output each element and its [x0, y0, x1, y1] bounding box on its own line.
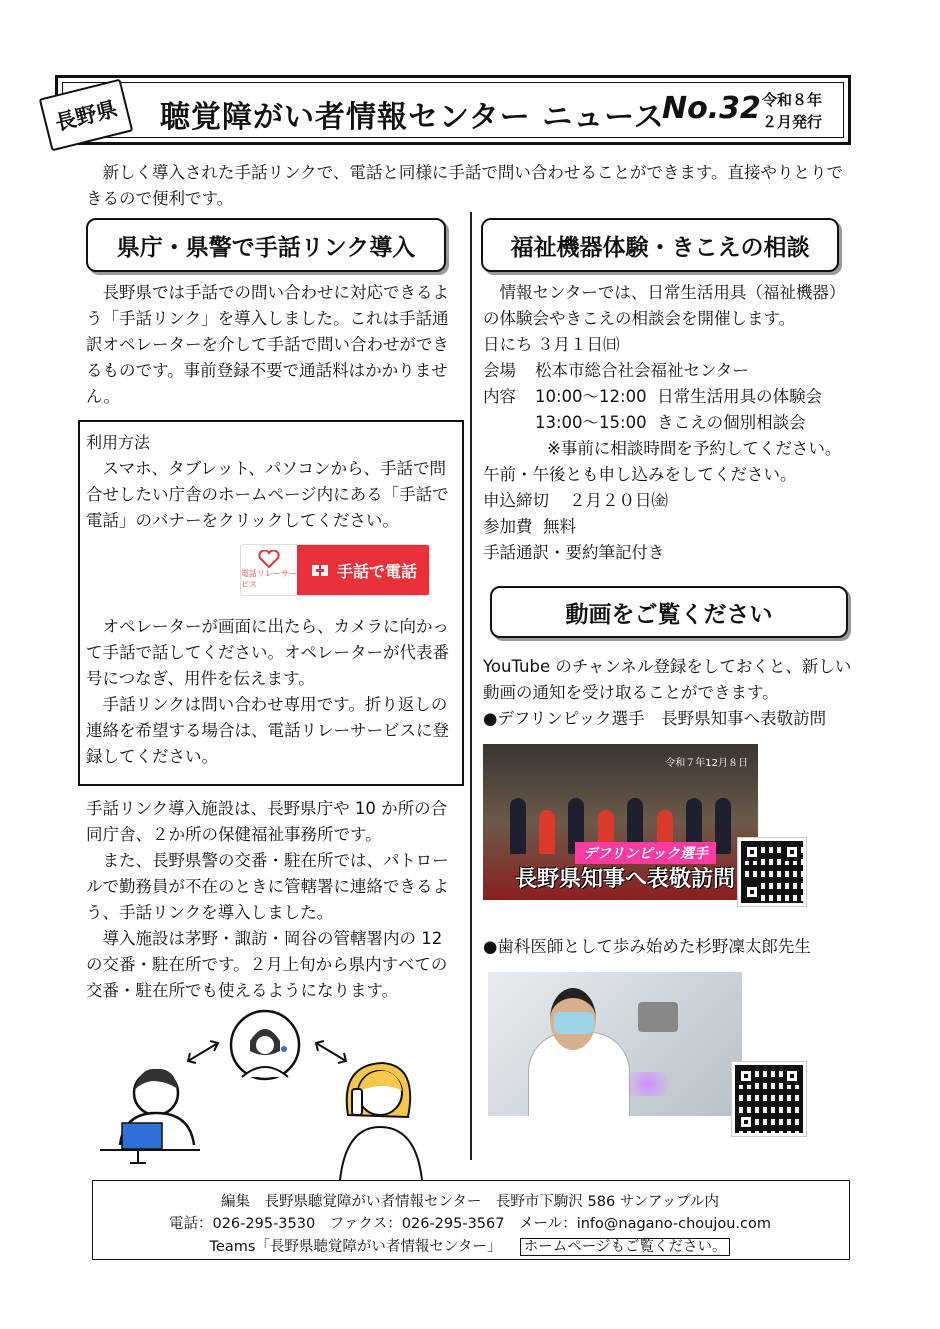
- footer-teams: Teams「長野県聴覚障がい者情報センター」: [209, 1239, 502, 1255]
- sign-phone-banner[interactable]: [240, 544, 430, 596]
- sign-link-illustration: [100, 1005, 430, 1180]
- event-deadline-value: ２月２０日㈮: [569, 491, 668, 510]
- event-content-row-1: [483, 384, 863, 410]
- event-content-row-2: [483, 410, 863, 436]
- video1-title: ●デフリンピック選手 長野県知事へ表敬訪問: [483, 709, 827, 728]
- event-apply-row: [483, 462, 863, 488]
- police-intro: また、長野県警の交番・駐在所では、パトロールで勤務員が不在のときに管轄署に連絡できるよう、手話リンクを導入しました。: [86, 851, 449, 922]
- banner-label: 手話で電話: [336, 561, 417, 581]
- event-date-label: 日にち: [483, 335, 533, 354]
- usage-step-operator: オペレーターが画面に出たら、カメラに向かって手話で話してください。オペレーターが代表番号につなぎ、用件を伝えます。: [86, 617, 449, 688]
- qr-finder-icon: [743, 883, 761, 901]
- event-date-row: [483, 332, 863, 358]
- phone-handset-icon: [309, 562, 331, 578]
- section-heading-sign-link: 県庁・県警で手話リンク導入: [86, 218, 446, 272]
- footer-teams-row: [0, 1235, 940, 1256]
- qr-code-video2[interactable]: [732, 1062, 806, 1136]
- event-support-row: [483, 540, 863, 566]
- heart-hands-icon: [258, 550, 280, 568]
- issue-year: 令和８年: [762, 91, 823, 109]
- facilities-list: 手話リンク導入施設は、長野県庁や 10 か所の合同庁舎、２か所の保健福祉事務所です。: [86, 799, 448, 844]
- user-laptop-icon: [100, 1069, 200, 1163]
- caller-woman-icon: [340, 1063, 422, 1180]
- video1-date: 令和７年12月８日: [665, 758, 748, 769]
- event-fee-row: [483, 514, 863, 540]
- event-content-1: 10:00～12:00 日常生活用具の体験会: [535, 387, 823, 406]
- prefecture-badge: 長野県: [39, 79, 134, 152]
- event-content-2: 13:00～15:00 きこえの個別相談会: [535, 413, 806, 432]
- qr-finder-icon: [743, 843, 761, 861]
- usage-step-note: 手話リンクは問い合わせ専用です。折り返しの連絡を希望する場合は、電話リレーサービスに登録してください。: [86, 695, 449, 766]
- video2-thumbnail[interactable]: [488, 972, 742, 1116]
- footer-editor: 編集 長野県聴覚障がい者情報センター 長野市下駒沢 586 サンアップル内: [221, 1194, 719, 1210]
- event-apply: 午前・午後とも申し込みをしてください。: [483, 465, 797, 484]
- video-intro: YouTube のチャンネル登録をしておくと、新しい動画の通知を受け取ることができます。: [483, 657, 852, 702]
- relay-service-logo: [241, 545, 297, 595]
- qr-finder-icon: [737, 1067, 755, 1085]
- event-content-label: 内容: [483, 387, 516, 406]
- spacer: [483, 410, 535, 436]
- event-venue-row: [483, 358, 863, 384]
- event-support: 手話通訳・要約筆記付き: [483, 543, 665, 562]
- section-heading-welfare: 福祉機器体験・きこえの相談: [481, 218, 839, 272]
- footer-contact: 電話：026-295-3530 ファクス：026-295-3567 メール：info@nagano-choujou.com: [168, 1216, 772, 1232]
- video1-thumbnail[interactable]: [483, 744, 758, 900]
- event-fee-value: 無料: [543, 517, 576, 536]
- operator-icon: [231, 1011, 299, 1079]
- issue-month: ２月発行: [762, 113, 823, 131]
- event-note-row: [483, 436, 863, 462]
- sign-link-intro: 長野県では手話での問い合わせに対応できるよう「手話リンク」を導入しました。これは手話通訳オペレーターを介して手話で問い合わせができるものです。事前登録不要で通話料はかかりません。: [86, 283, 449, 406]
- issue-number: No.32: [662, 91, 761, 126]
- person-figure: [539, 810, 555, 854]
- police-facilities: 導入施設は茅野・諏訪・岡谷の管轄署内の 12 の交番・駐在所です。２月上旬から県内すべての交番・駐在所でも使えるようになります。: [86, 929, 448, 1000]
- video-section-text: [483, 654, 855, 732]
- welfare-intro: 情報センターでは、日常生活用具（福祉機器）の体験会やきこえの相談会を開催します。: [483, 283, 846, 328]
- event-note: ※事前に相談時間を予約してください。: [547, 439, 842, 458]
- event-deadline-label: 申込締切: [483, 491, 549, 510]
- newsletter-title: 聴覚障がい者情報センター ニュース: [160, 100, 665, 135]
- issue-date: [762, 89, 822, 133]
- column-divider: [470, 212, 472, 1160]
- usage-steps: [86, 614, 458, 770]
- qr-finder-icon: [783, 1067, 801, 1085]
- event-venue-label: 会場: [483, 361, 516, 380]
- banner-label-area: [297, 545, 429, 595]
- usage-title: 利用方法: [86, 433, 151, 452]
- light-glow: [618, 1072, 678, 1096]
- person-figure: [715, 798, 731, 854]
- lead-paragraph: 新しく導入された手話リンクで、電話と同様に手話で問い合わせることができます。直接やりとりできるので便利です。: [86, 163, 844, 208]
- event-venue-value: 松本市総合社会福祉センター: [535, 361, 749, 380]
- event-deadline-row: [483, 488, 863, 514]
- event-details: [483, 332, 863, 566]
- usage-text: スマホ、タブレット、パソコンから、手話で問合せしたい庁舎のホームページ内にある「手話で電話」のバナーをクリックしてください。: [86, 459, 449, 530]
- dental-lamp: [638, 1002, 678, 1032]
- video2-title: ●歯科医師として歩み始めた杉野凜太郎先生: [483, 937, 811, 956]
- qr-finder-icon: [737, 1113, 755, 1131]
- section-heading-video: 動画をご覧ください: [490, 586, 848, 638]
- video1-caption-main: 長野県知事へ表敬訪問: [515, 867, 736, 892]
- qr-finder-icon: [783, 843, 801, 861]
- qr-code-video1[interactable]: [738, 838, 806, 906]
- event-fee-label: 参加費: [483, 517, 533, 536]
- spacer: [483, 436, 547, 462]
- relay-service-logo-text: 電話リレーサービス: [241, 569, 297, 589]
- person-figure: [510, 798, 526, 854]
- facilities-text: [86, 796, 462, 1004]
- doctor-mask: [554, 1012, 594, 1034]
- event-date-value: ３月１日㈰: [537, 335, 620, 354]
- homepage-link[interactable]: ホームページもご覧ください。: [520, 1238, 731, 1256]
- video1-caption-top: デフリンピック選手: [575, 842, 716, 864]
